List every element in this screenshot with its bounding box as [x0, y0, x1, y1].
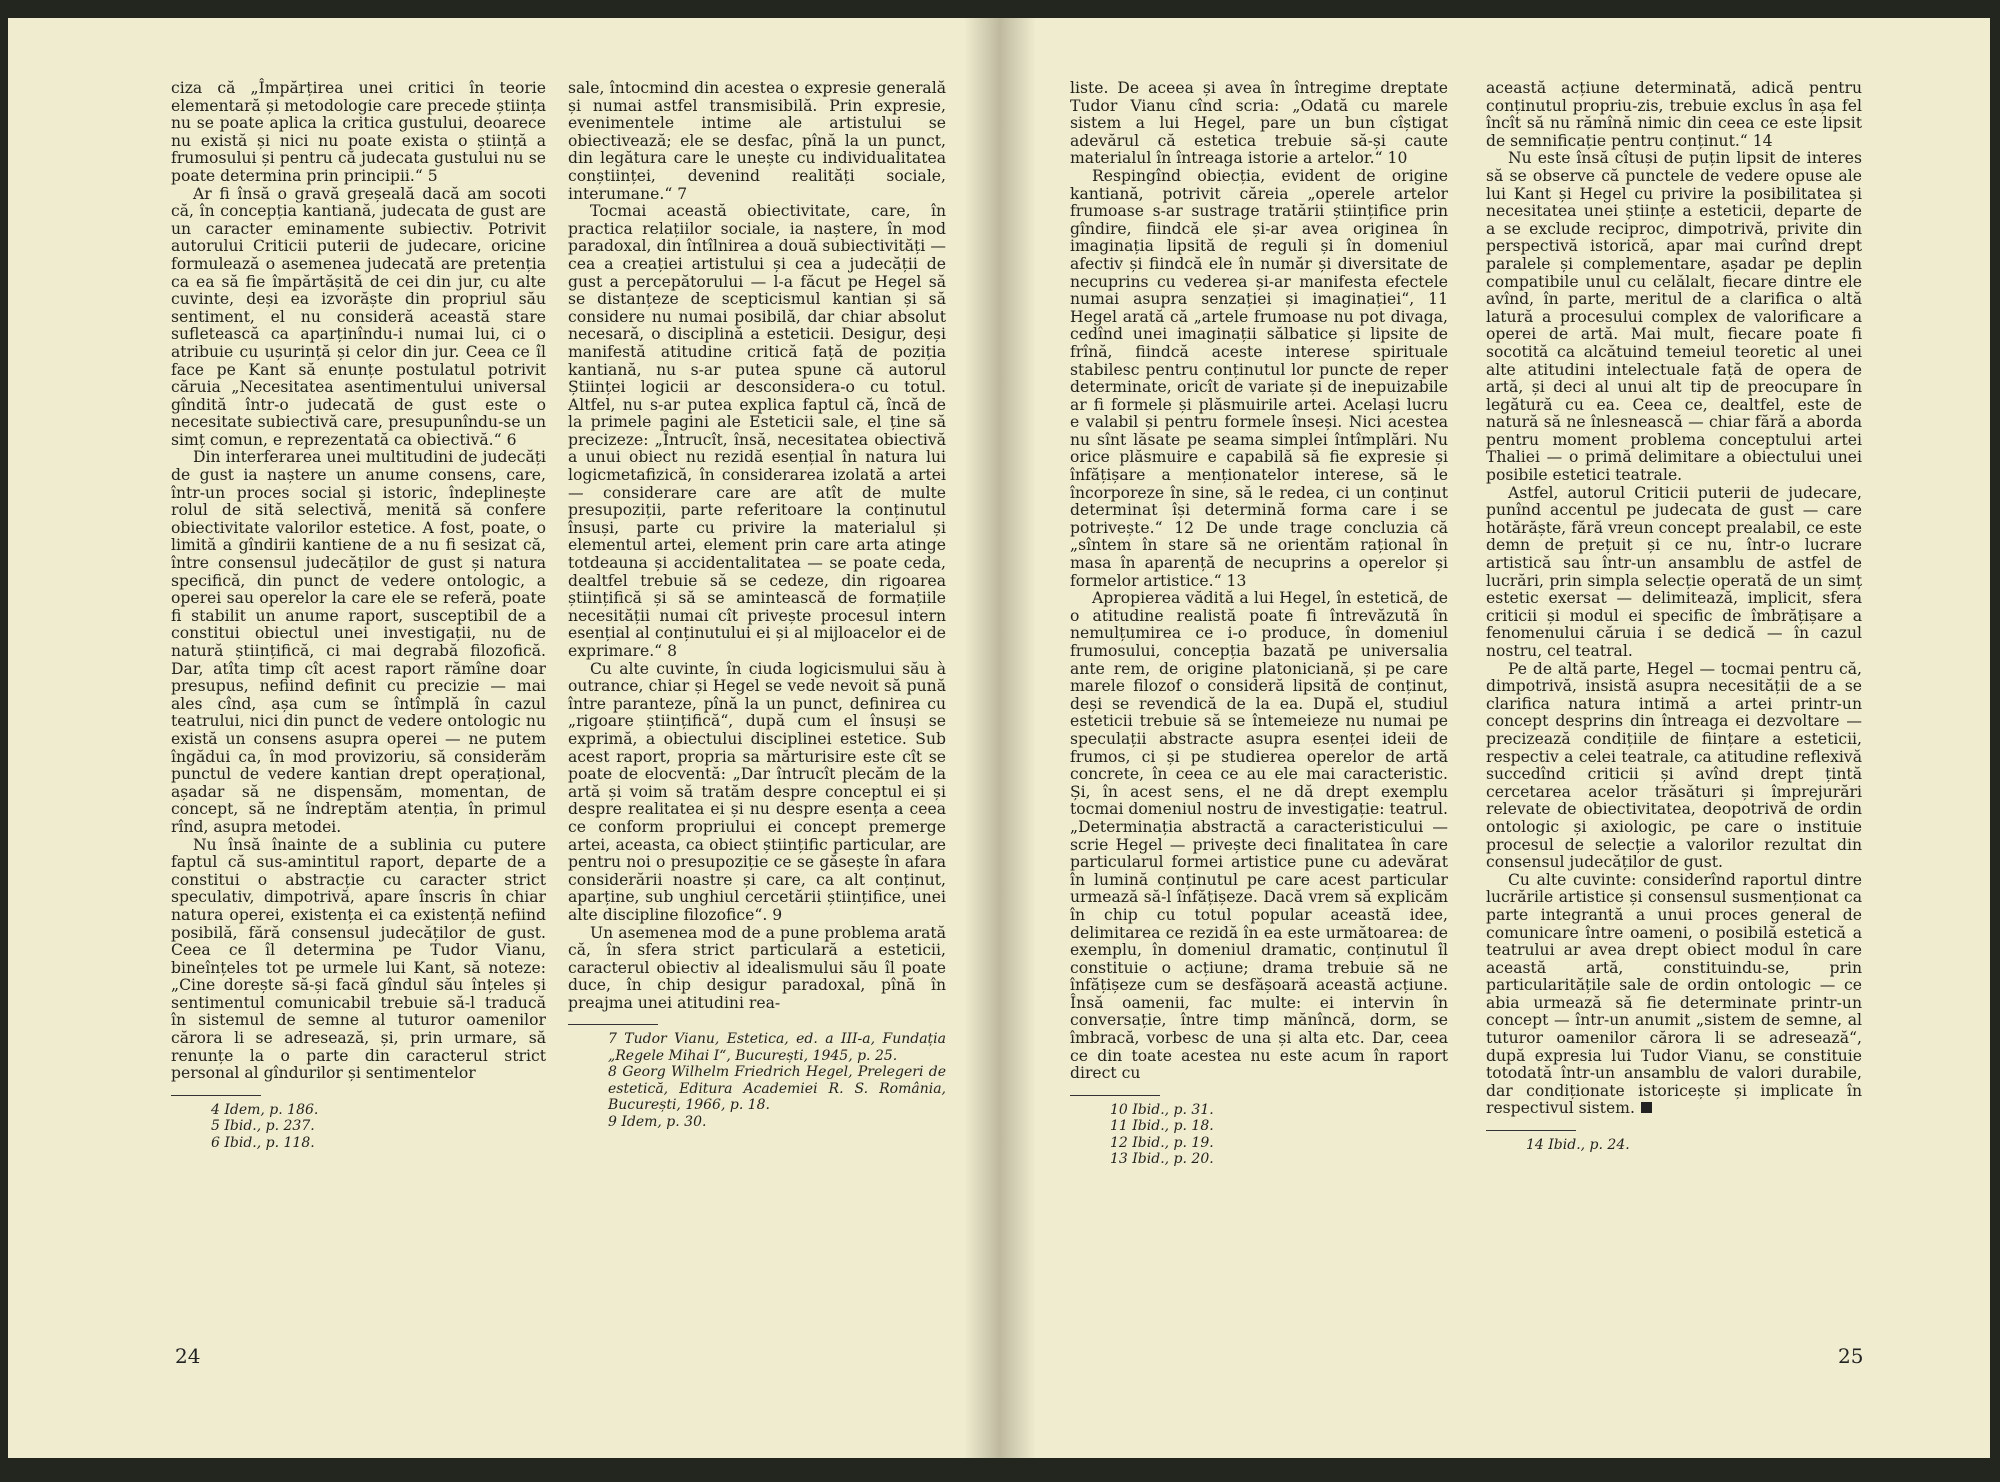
paragraph-text: Cu alte cuvinte: considerînd raportul dintre lucrările artistice și consensul susmenționat ca parte integrantă a unui proces general de comunicare între oameni, o posibilă estetică a teatrului ar avea drept obiect modul în care această artă, constituindu-se, prin particularitățile sale de ordin ontologic — ce abia urmează să fie determinate printr-un concept — într-un anumit „sistem de semne, al tuturor oamenilor cărora li se adresează“, după expresia lui Tudor Vianu, se constituie totodată într-un ansamblu de valori durabile, dar condiționate istoricește și implicate în respectivul sistem.: [1486, 870, 1862, 1118]
paragraph: Nu este însă cîtuși de puțin lipsit de interes să se observe că punctele de vedere opuse ale lui Kant și Hegel cu privire la posibilitatea și necesitatea unei științe a esteticii, departe de a se exclude reciproc, dimpotrivă, privite din perspectivă istorică, apar mai curînd drept paralele și complementare, așadar pe deplin compatibile unul cu celălalt, fiecare dintre ele avînd, în parte, meritul de a clarifica o altă latură a procesului complex de valorificare a operei de artă. Mai mult, fiecare poate fi socotită ca alcătuind temeiul teoretic al unei alte atitudini intelectuale față de opera de artă, și deci al unui alt tip de preocupare în legătură cu ea. Ceea ce, dealtfel, este de natură să ne înlesnească — chiar fără a aborda pentru moment problema conceptului artei Thaliei — o primă delimitare a obiectului unei posibile estetici teatrale.: [1486, 149, 1862, 485]
paragraph: Tocmai această obiectivitate, care, în practica relațiilor sociale, ia naștere, în mod paradoxal, din întîlnirea a două subiectivități — cea a creației artistului și cea a judecății de gust a percepătorului — l-a făcut pe Hegel să se distanțeze de scepticismul kantian și să considere nu numai posibilă, dar chiar absolut necesară, o disciplină a esteticii. Desigur, deși manifestă atitudine critică față de poziția kantiană, nu s-ar putea spune că autorul Științei logicii ar desconsidera-o cu totul. Altfel, nu s-ar putea explica faptul că, încă de la primele pagini ale Esteticii sale, el ține să precizeze: „Întrucît, însă, necesitatea obiectivă a unui obiect nu rezidă esențial în natura lui logicmetafizică, în considerarea izolată a artei — considerare care are atît de multe presupoziții, parte referitoare la conținutul însuși, parte cu privire la materialul și elementul artei, element prin care arta atinge totdeauna și accidentalitatea — se poate ceda, dealtfel trebuie să se cedeze, din rigoarea științifică și să se amintească de formațiile necesității numai cît privește procesul intern esențial al conținutului ei și al mijloacelor ei de exprimare.“ 8: [568, 202, 946, 660]
footnote: 10 Ibid., p. 31.: [1110, 1101, 1214, 1118]
footnote: 6 Ibid., p. 118.: [211, 1134, 315, 1151]
footnote-rule: [171, 1095, 261, 1096]
right-page-column-2: [1486, 80, 1862, 1154]
page-number: 25: [1838, 1344, 1864, 1368]
paragraph: ciza că „Împărțirea unei critici în teorie elementară și metodologie care precede știința nu se poate aplica la critica gustului, deoarece nu există și nici nu poate exista o știință a frumosului și pentru că judecata gustului nu se poate determina prin principii.“ 5: [171, 79, 546, 185]
right-page-column-1: [1070, 80, 1448, 1168]
footnote: 11 Ibid., p. 18.: [1110, 1118, 1214, 1135]
footnote: 8 Georg Wilhelm Friedrich Hegel, Prelegeri de estetică, Editura Academiei R. S. România, București, 1966, p. 18.: [608, 1064, 946, 1114]
page-number: 24: [175, 1344, 201, 1368]
footnote: 5 Ibid., p. 237.: [211, 1118, 315, 1135]
paragraph: Astfel, autorul Criticii puterii de judecare, punînd accentul pe judecata de gust — care hotărăște, fără vreun concept prealabil, ce este demn de prețuit și ce nu, într-o lucrare artistică sau într-un ansamblu de astfel de lucrări, prin simpla selecție operată de un simț estetic exersat — delimitează, implicit, sfera criticii și modul ei specific de îmbrățișare a fenomenului căruia i se dedică — în cazul nostru, cel teatral.: [1486, 483, 1862, 660]
paragraph: Un asemenea mod de a pune problema arată că, în sfera strict particulară a esteticii, caracterul obiectiv al idealismului său îl poate duce, în chip desigur paradoxal, pînă în preajma unei atitudini rea-: [568, 923, 946, 1012]
footnote-rule: [1486, 1130, 1576, 1131]
paragraph: Cu alte cuvinte, în ciuda logicismului său à outrance, chiar și Hegel se vede nevoit să pună între paranteze, pînă la un punct, definirea cu „rigoare științifică“, după cum el însuși se exprimă, a obiectului disciplinei estetice. Sub acest raport, propria sa mărturisire este cît se poate de elocventă: „Dar întrucît plecăm de la artă și voim să tratăm despre conceptul ei și despre realitatea ei și nu despre esența a ceea ce conform propriului ei concept premerge artei, aceasta, ca obiect științific particular, are pentru noi o presupoziție ce se găsește în afara considerării noastre și care, ca alt conținut, aparține, sub unghiul cercetării științifice, unei alte discipline filozofice“. 9: [568, 659, 946, 924]
left-page: [8, 18, 1002, 1458]
footnote: 12 Ibid., p. 19.: [1110, 1134, 1214, 1151]
paragraph: Nu însă înainte de a sublinia cu putere faptul că sus-amintitul raport, departe de a constitui o abstracție cu caracter strict speculativ, dimpotrivă, apare înscris în chiar natura operei, existența ei ca existență nefiind posibilă, fără consensul judecăților de gust. Ceea ce îl determina pe Tudor Vianu, bineînțeles tot pe urmele lui Kant, să noteze: „Cine dorește să-și facă gîndul său înțeles și sentimentul comunicabil trebuie să-l traducă în sistemul de semne al tuturor oamenilor cărora li se adresează, și, prin urmare, să renunțe la o parte din caracterul strict personal al gîndurilor și sentimentelor: [171, 835, 546, 1083]
footnote-rule: [1070, 1095, 1160, 1096]
footnote: 9 Idem, p. 30.: [608, 1113, 707, 1130]
right-page: [1000, 18, 1990, 1458]
footnote-rule: [568, 1024, 658, 1025]
paragraph: Respingînd obiecția, evident de origine kantiană, potrivit căreia „operele artelor frumoase s-ar sustrage tratării științifice prin gîndire, fiindcă ele și-ar avea originea în imaginația lipsită de reguli și în domeniul afectiv și fiindcă ele în număr și diversitate de necuprins cu vederea și-ar manifesta efectele numai asupra senzației și imaginației“, 11 Hegel arată că „artele frumoase nu pot divaga, cedînd unei imaginații sălbatice și lipsite de frînă, fiindcă aceste interese spirituale stabilesc pentru conținutul lor puncte de reper determinate, oricît de variate și de inepuizabile ar fi formele și plăsmuirile artei. Același lucru e valabil și pentru formele înseși. Nici acestea nu sînt lăsate pe seama simplei întîmplări. Nu orice plăsmuire e capabilă să fie expresie și înfățișare a menționatelor interese, să le încorporeze în sine, să le redea, ci un conținut determinat își determină forma care i se potrivește.“ 12 De unde trage concluzia că „sîntem în stare să ne orientăm rațional în masa în aparență de necuprins a operelor și formelor artistice.“ 13: [1070, 166, 1448, 590]
paragraph: sale, întocmind din acestea o expresie generală și numai astfel transmisibilă. Prin expresie, evenimentele intime ale artistului se obiectivează; ele se desfac, pînă la un punct, din legătura care le unește cu individualitatea conștiinței, devenind realități sociale, interumane.“ 7: [568, 79, 946, 203]
footnote: 14 Ibid., p. 24.: [1526, 1137, 1630, 1154]
footnote: 4 Idem, p. 186.: [211, 1101, 319, 1118]
paragraph: această acțiune determinată, adică pentru conținutul propriu-zis, trebuie exclus în așa fel încît să nu rămînă nimic din ceea ce este lipsit de semnificație pentru conținut.“ 14: [1486, 79, 1862, 150]
paragraph: Din interferarea unei multitudini de judecăți de gust ia naștere un anume consens, care, într-un proces social și istoric, îndeplinește rolul de sită selectivă, menită să confere obiectivitate valorilor estetice. A fost, poate, o limită a gîndirii kantiene de a nu fi sesizat că, între consensul judecăților de gust și natura specifică, din punct de vedere ontologic, a operei sau operelor la care ele se referă, poate fi stabilit un anume raport, susceptibil de a constitui obiectul unei investigații, nu de natură științifică, ci mai degrabă filozofică. Dar, atîta timp cît acest raport rămîne doar presupus, nefiind definit cu precizie — mai ales cînd, așa cum se întîmplă în cazul teatrului, nici din punct de vedere ontologic nu există un consens asupra operei — ne putem îngădui ca, în mod provizoriu, să considerăm punctul de vedere kantian drept operațional, așadar să ne dispensăm, momentan, de concept, să ne îndreptăm atenția, în primul rînd, asupra metodei.: [171, 448, 546, 836]
end-mark-icon: [1641, 1102, 1652, 1113]
paragraph: Pe de altă parte, Hegel — tocmai pentru că, dimpotrivă, insistă asupra necesității de a se clarifica natura intimă a artei printr-un concept desprins din întreaga ei dezvoltare — precizează condițiile de ființare a esteticii, respectiv a celei teatrale, ca atitudine reflexivă succedînd criticii și avînd drept țintă cercetarea acelor trăsături și împrejurări relevate de obiectivitatea, deopotrivă de ordin ontologic și axiologic, pe care o instituie procesul de selecție a valorilor rezultat din consensul judecăților de gust.: [1486, 659, 1862, 872]
paragraph: Ar fi însă o gravă greșeală dacă am socoti că, în concepția kantiană, judecata de gust are un caracter eminamente subiectiv. Potrivit autorului Criticii puterii de judecare, oricine formulează o asemenea judecată are pretenția ca ea să fie împărtășită de cei din jur, cu alte cuvinte, deși ea izvorăște din propriul său sentiment, el nu consideră această stare sufletească ca aparținîndu-i numai lui, ci o atribuie cu ușurință și celor din jur. Ceea ce îl face pe Kant să enunțe postulatul potrivit căruia „Necesitatea asentimentului universal gîndită într-o judecată de gust este o necesitate subiectivă care, presupunîndu-se un simț comun, e reprezentată ca obiectivă.“ 6: [171, 184, 546, 449]
paragraph-last: [1486, 872, 1862, 1118]
paragraph: Apropierea vădită a lui Hegel, în estetică, de o atitudine realistă poate fi întrevăzută în nemulțumirea ce i-o produce, în domeniul frumosului, concepția bazată pe universalia ante rem, de origine platoniciană, și pe care marele filozof o consideră lipsită de conținut, deși se revendică de la ea. După el, studiul esteticii trebuie să se întemeieze nu numai pe speculații abstracte asupra esenței ideii de frumos, ci și pe studierea operelor de artă concrete, în ceea ce au ele mai caracteristic. Și, în acest sens, el ne dă drept exemplu tocmai domeniul nostru de investigație: teatrul. „Determinația abstractă a caracteristicului — scrie Hegel — privește deci finalitatea în care particularul formei artistice pune cu adevărat în lumină conținutul pe care acest particular urmează să-l înfățișeze. Dacă vrem să explicăm în chip cu totul popular această idee, delimitarea ce rezidă în ea este următoarea: de exemplu, în domeniul dramatic, conținutul îl constituie o acțiune; drama trebuie să ne înfățișeze cum se desfășoară această acțiune. Însă oamenii, fac multe: ei intervin în conversație, între timp mănîncă, dorm, se îmbracă, vorbesc de una și alta etc. Dar, ceea ce din toate acestea nu este acum în raport direct cu: [1070, 589, 1448, 1083]
paragraph: liste. De aceea și avea în întregime dreptate Tudor Vianu cînd scria: „Odată cu marele sistem a lui Hegel, pare un bun cîștigat adevărul că estetica trebuie să-și caute materialul în întreaga istorie a artelor.“ 10: [1070, 79, 1448, 168]
footnote: 13 Ibid., p. 20.: [1110, 1151, 1214, 1168]
left-page-column-1: [171, 80, 546, 1151]
footnote: 7 Tudor Vianu, Estetica, ed. a III-a, Fundația „Regele Mihai I“, București, 1945, p. 25.: [608, 1031, 946, 1064]
left-page-column-2: [568, 80, 946, 1130]
